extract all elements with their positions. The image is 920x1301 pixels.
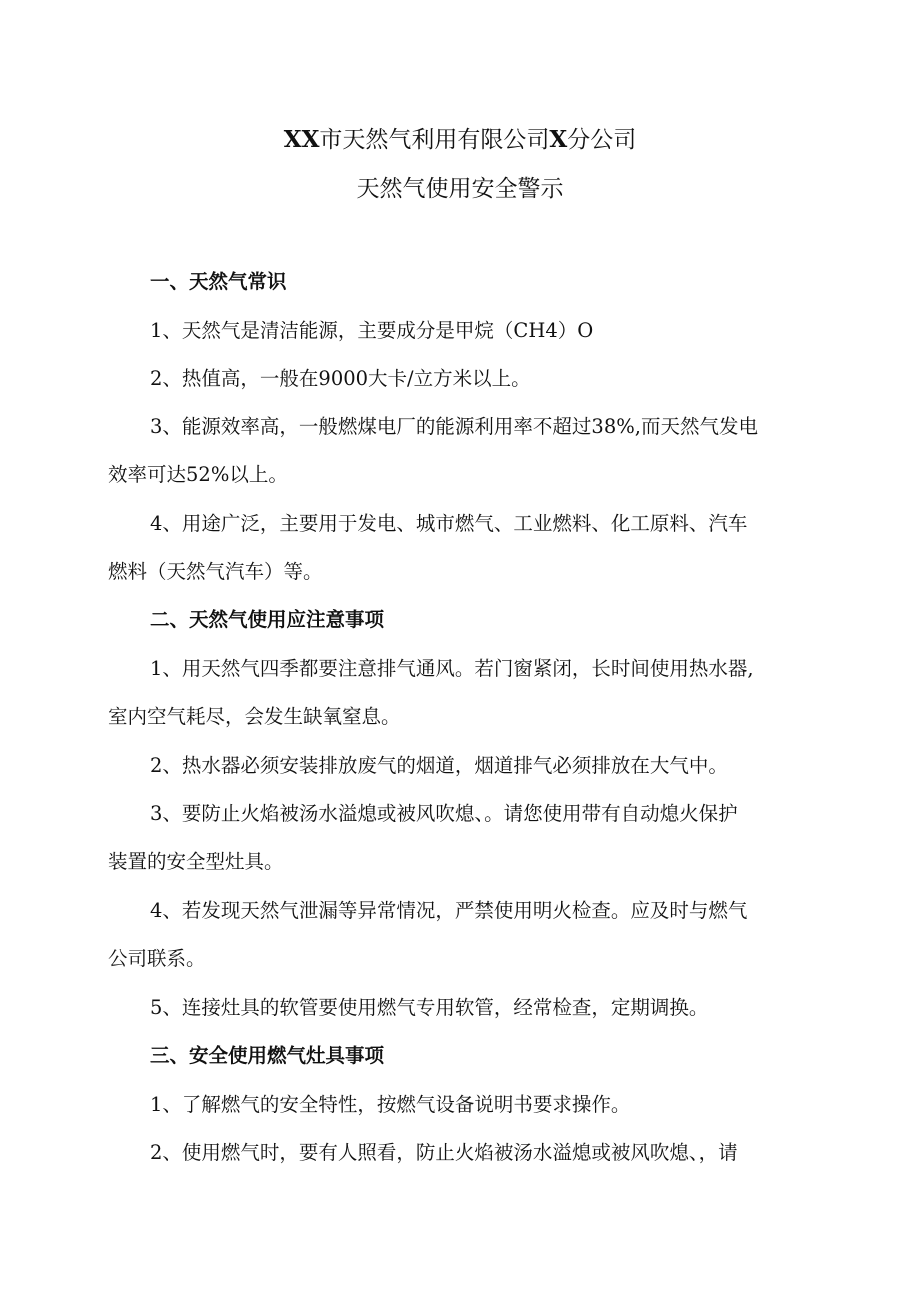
paragraph-line: 装置的安全型灶具。 (108, 850, 284, 873)
title-part-3: X (549, 126, 568, 153)
paragraph-line: 1、用天然气四季都要注意排气通风。若门窗紧闭，长时间使用热水器, (150, 657, 754, 680)
section-heading-3: 三、安全使用燃气灶具事项 (150, 1044, 385, 1067)
paragraph-line: 3、能源效率高，一般燃煤电厂的能源利用率不超过38%,而天然气发电 (150, 415, 758, 438)
document-subtitle: 天然气使用安全警示 (356, 176, 564, 202)
paragraph-line: 5、连接灶具的软管要使用燃气专用软管，经常检查，定期调换。 (150, 996, 709, 1019)
paragraph-line: 燃料（天然气汽车）等。 (108, 560, 323, 583)
paragraph-line: 公司联系。 (108, 947, 206, 970)
paragraph-line: 4、用途广泛，主要用于发电、城市燃气、工业燃料、化工原料、汽车 (150, 512, 748, 535)
title-part-2: 市天然气利用有限公司 (319, 127, 550, 153)
paragraph-line: 1、天然气是清洁能源，主要成分是甲烷（CH4）O (150, 319, 594, 342)
section-heading-2: 二、天然气使用应注意事项 (150, 608, 385, 631)
paragraph-line: 4、若发现天然气泄漏等异常情况，严禁使用明火检查。应及时与燃气 (150, 899, 748, 922)
document-title (0, 125, 920, 155)
paragraph-line: 1、了解燃气的安全特性，按燃气设备说明书要求操作。 (150, 1093, 631, 1116)
paragraph-line: 效率可达52%以上。 (108, 463, 288, 486)
paragraph-line: 2、使用燃气时，要有人照看，防止火焰被汤水溢熄或被风吹熄、，请 (150, 1141, 738, 1164)
paragraph-line: 3、要防止火焰被汤水溢熄或被风吹熄、。请您使用带有自动熄火保护 (150, 802, 738, 825)
title-part-1: XX (283, 126, 320, 153)
title-part-4: 分公司 (567, 127, 637, 153)
paragraph-line: 2、热水器必须安装排放废气的烟道，烟道排气必须排放在大气中。 (150, 754, 728, 777)
paragraph-line: 室内空气耗尽，会发生缺氧窒息。 (108, 705, 401, 728)
section-heading-1: 一、天然气常识 (150, 270, 287, 293)
paragraph-line: 2、热值高，一般在9000大卡/立方米以上。 (150, 367, 531, 390)
